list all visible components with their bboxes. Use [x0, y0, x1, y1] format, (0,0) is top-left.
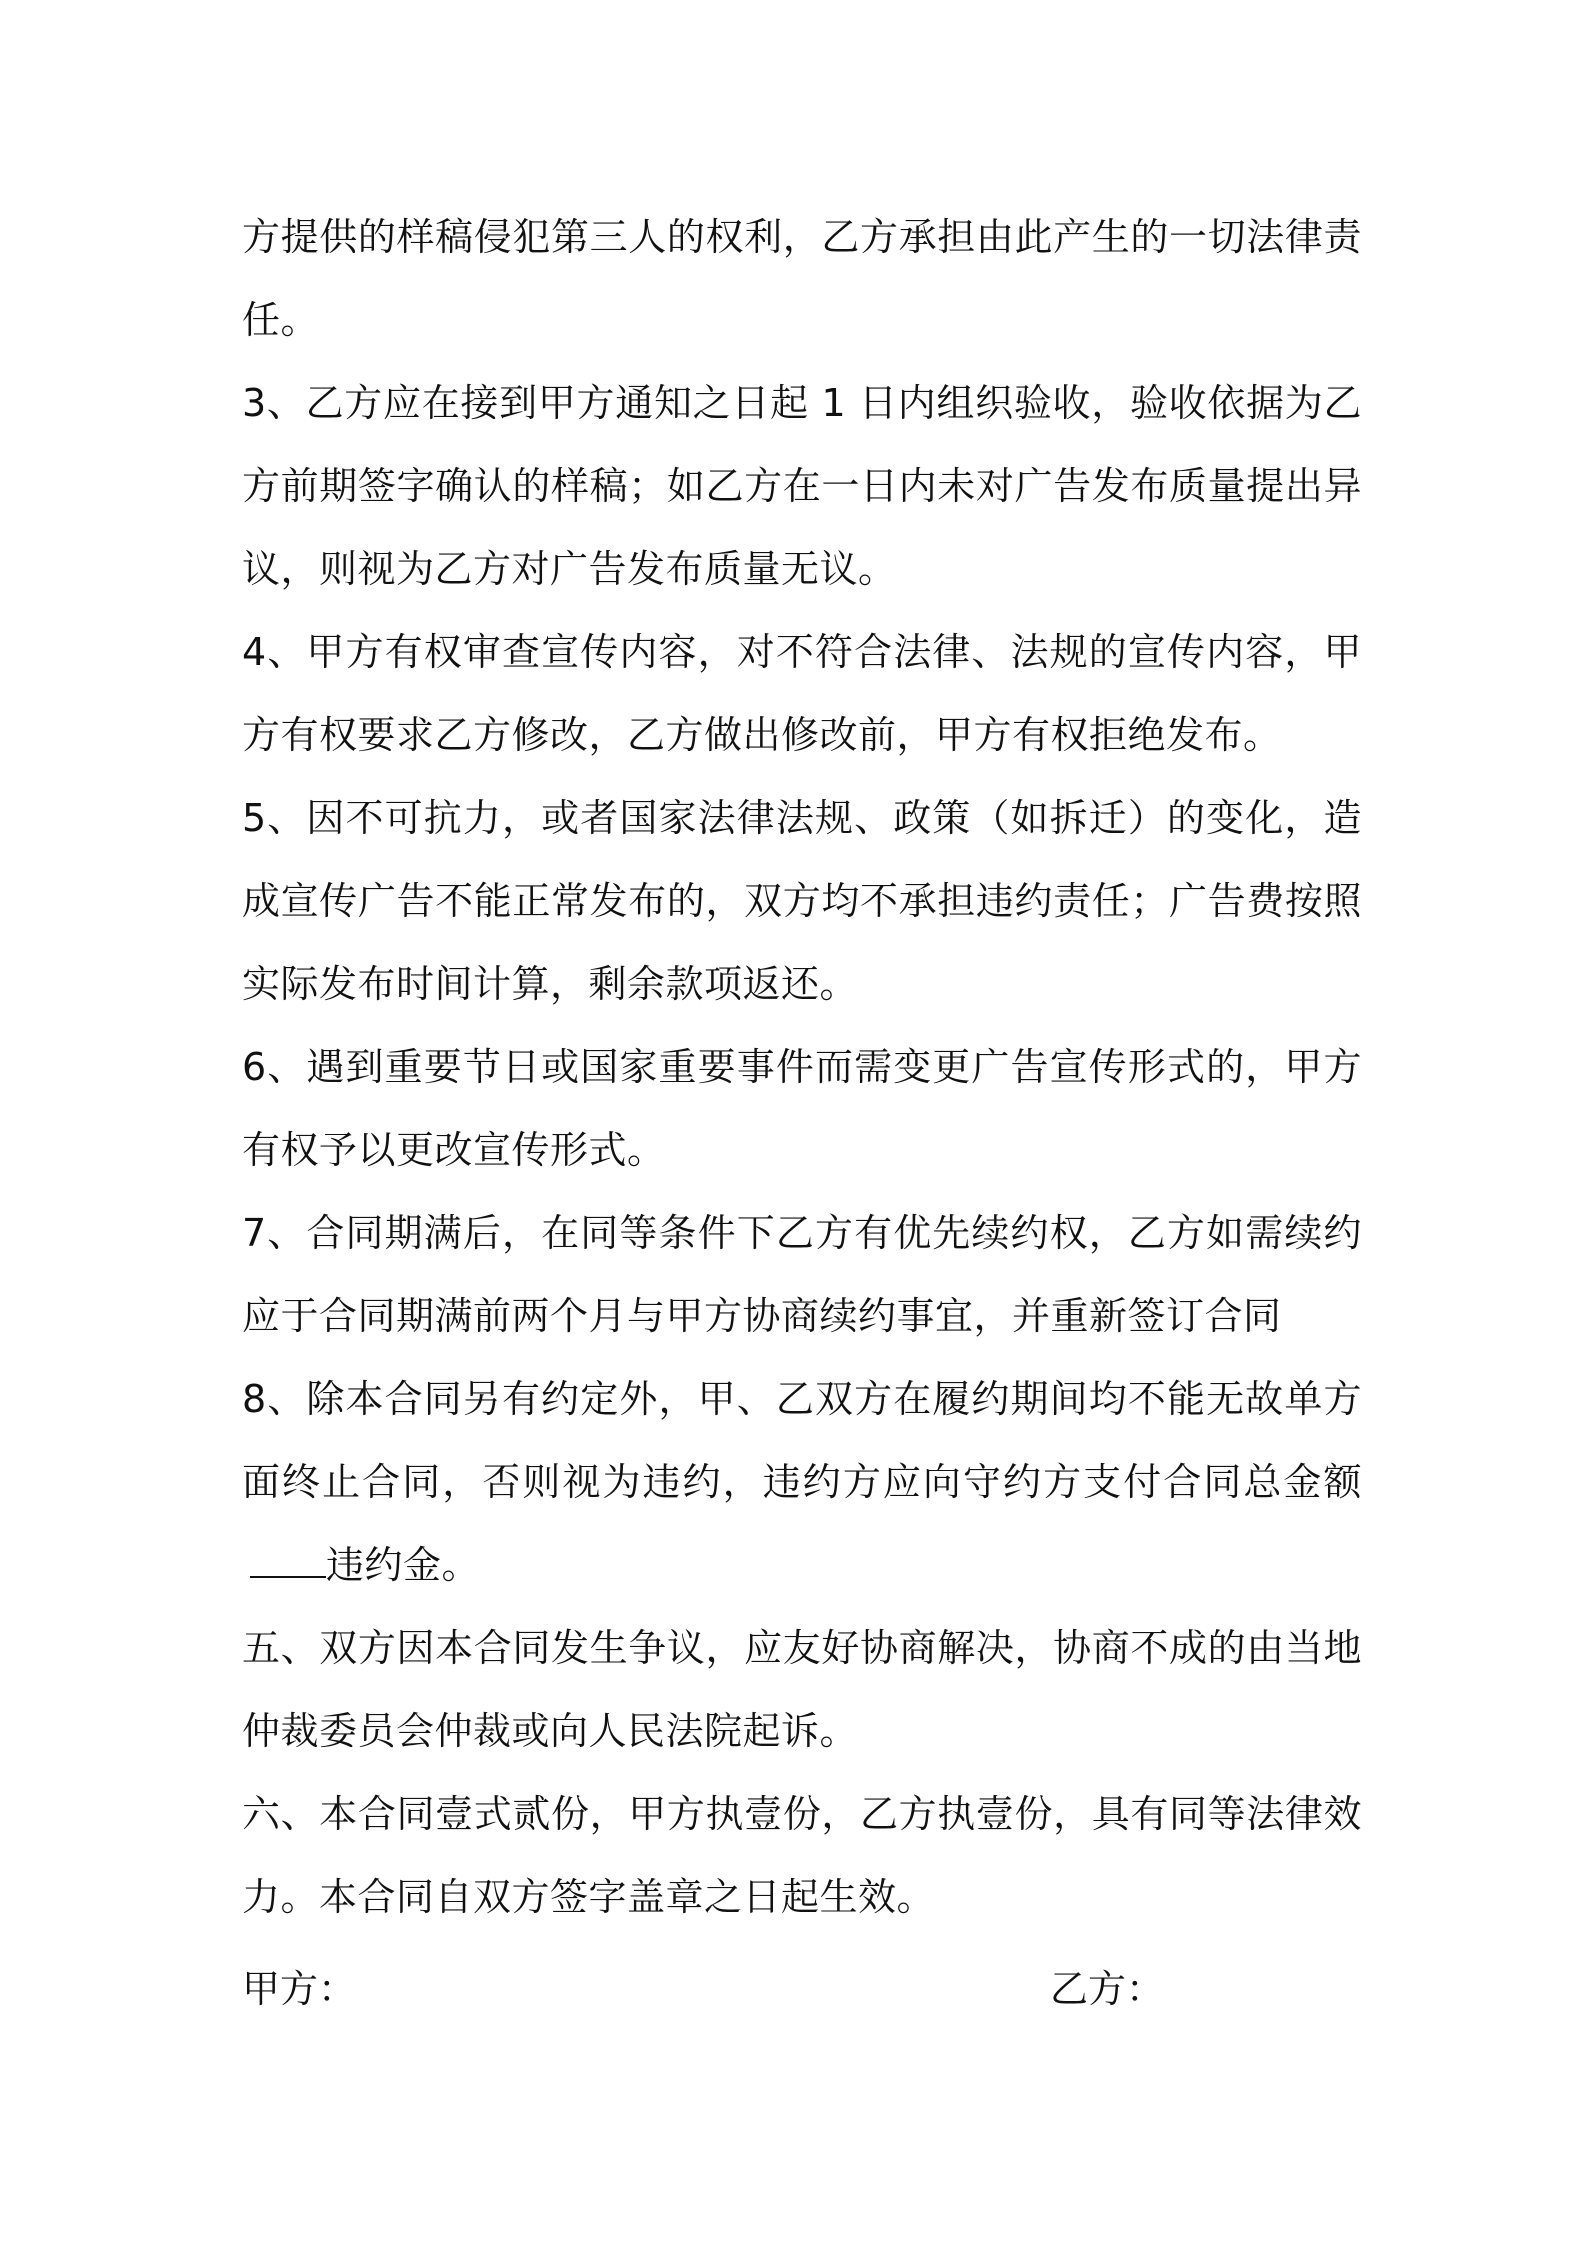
paragraph-clause-5: 5、因不可抗力，或者国家法律法规、政策（如拆迁）的变化，造成宣传广告不能正常发布的，双方均不承担违约责任；广告费按照实际发布时间计算，剩余款项返还。	[242, 796, 1362, 1006]
paragraph-clause-8	[242, 1358, 1362, 1607]
paragraph-clause-4: 4、甲方有权审查宣传内容，对不符合法律、法规的宣传内容，甲方有权要求乙方修改，乙方做出修改前，甲方有权拒绝发布。	[242, 630, 1362, 757]
paragraph-clause-6: 6、遇到重要节日或国家重要事件而需变更广告宣传形式的，甲方有权予以更改宣传形式。	[242, 1045, 1362, 1172]
paragraph-section-6: 六、本合同壹式贰份，甲方执壹份，乙方执壹份，具有同等法律效力。本合同自双方签字盖章之日起生效。	[242, 1792, 1362, 1919]
contract-body	[242, 196, 1362, 1939]
clause-8-text: 8、除本合同另有约定外，甲、乙双方在履约期间均不能无故单方面终止合同，否则视为违约，违约方应向守约方支付合同总金额	[242, 1377, 1362, 1504]
amount-blank-line	[250, 1542, 326, 1578]
paragraph-clause-3: 3、乙方应在接到甲方通知之日起 1 日内组织验收，验收依据为乙方前期签字确认的样稿；如乙方在一日内未对广告发布质量提出异议，则视为乙方对广告发布质量无议。	[242, 381, 1362, 591]
paragraph-clause-7: 7、合同期满后，在同等条件下乙方有优先续约权，乙方如需续约应于合同期满前两个月与甲方协商续约事宜，并重新签订合同	[242, 1211, 1362, 1338]
clause-8-tail: 违约金。	[326, 1543, 481, 1587]
party-a-signature-label: 甲方：	[242, 1967, 357, 2011]
paragraph-liability: 方提供的样稿侵犯第三人的权利，乙方承担由此产生的一切法律责任。	[242, 215, 1362, 342]
party-b-signature-label: 乙方：	[1050, 1967, 1165, 2011]
paragraph-section-5: 五、双方因本合同发生争议，应友好协商解决，协商不成的由当地仲裁委员会仲裁或向人民法院起诉。	[242, 1626, 1362, 1753]
